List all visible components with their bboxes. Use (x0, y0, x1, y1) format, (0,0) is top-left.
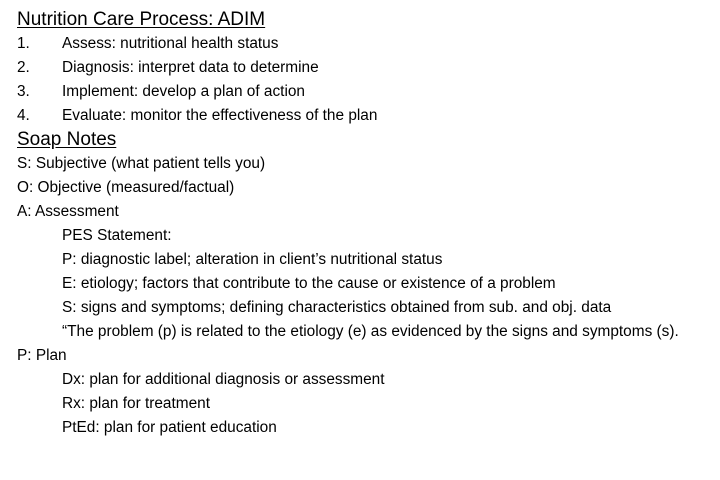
pes-problem: P: diagnostic label; alteration in client’s nutritional status (62, 251, 443, 268)
plan-rx: Rx: plan for treatment (62, 395, 210, 412)
plan-pted: PtEd: plan for patient education (62, 419, 277, 436)
step-number: 4. (17, 107, 30, 124)
nutrition-step-evaluate (17, 104, 707, 128)
soap-subjective: S: Subjective (what patient tells you) (17, 155, 266, 172)
nutrition-step-diagnosis (17, 56, 707, 80)
soap-notes-heading: Soap Notes (17, 129, 117, 150)
nutrition-step-assess (17, 32, 707, 56)
step-number: 3. (17, 83, 30, 100)
pes-statement-title: PES Statement: (62, 227, 172, 244)
soap-plan: P: Plan (17, 347, 67, 364)
step-text: Evaluate: monitor the effectiveness of the plan (62, 107, 378, 124)
nutrition-step-implement (17, 80, 707, 104)
slide-content (17, 6, 707, 440)
step-text: Diagnosis: interpret data to determine (62, 59, 319, 76)
pes-statement-template: “The problem (p) is related to the etiology (e) as evidenced by the signs and symptoms (s). (62, 323, 679, 340)
nutrition-care-heading: Nutrition Care Process: ADIM (17, 9, 266, 30)
step-text: Implement: develop a plan of action (62, 83, 305, 100)
step-number: 2. (17, 59, 30, 76)
step-number: 1. (17, 35, 30, 52)
soap-objective: O: Objective (measured/factual) (17, 179, 235, 196)
soap-assessment: A: Assessment (17, 203, 119, 220)
pes-etiology: E: etiology; factors that contribute to the cause or existence of a problem (62, 275, 556, 292)
plan-dx: Dx: plan for additional diagnosis or assessment (62, 371, 385, 388)
pes-signs-symptoms: S: signs and symptoms; defining characteristics obtained from sub. and obj. data (62, 299, 612, 316)
step-text: Assess: nutritional health status (62, 35, 279, 52)
